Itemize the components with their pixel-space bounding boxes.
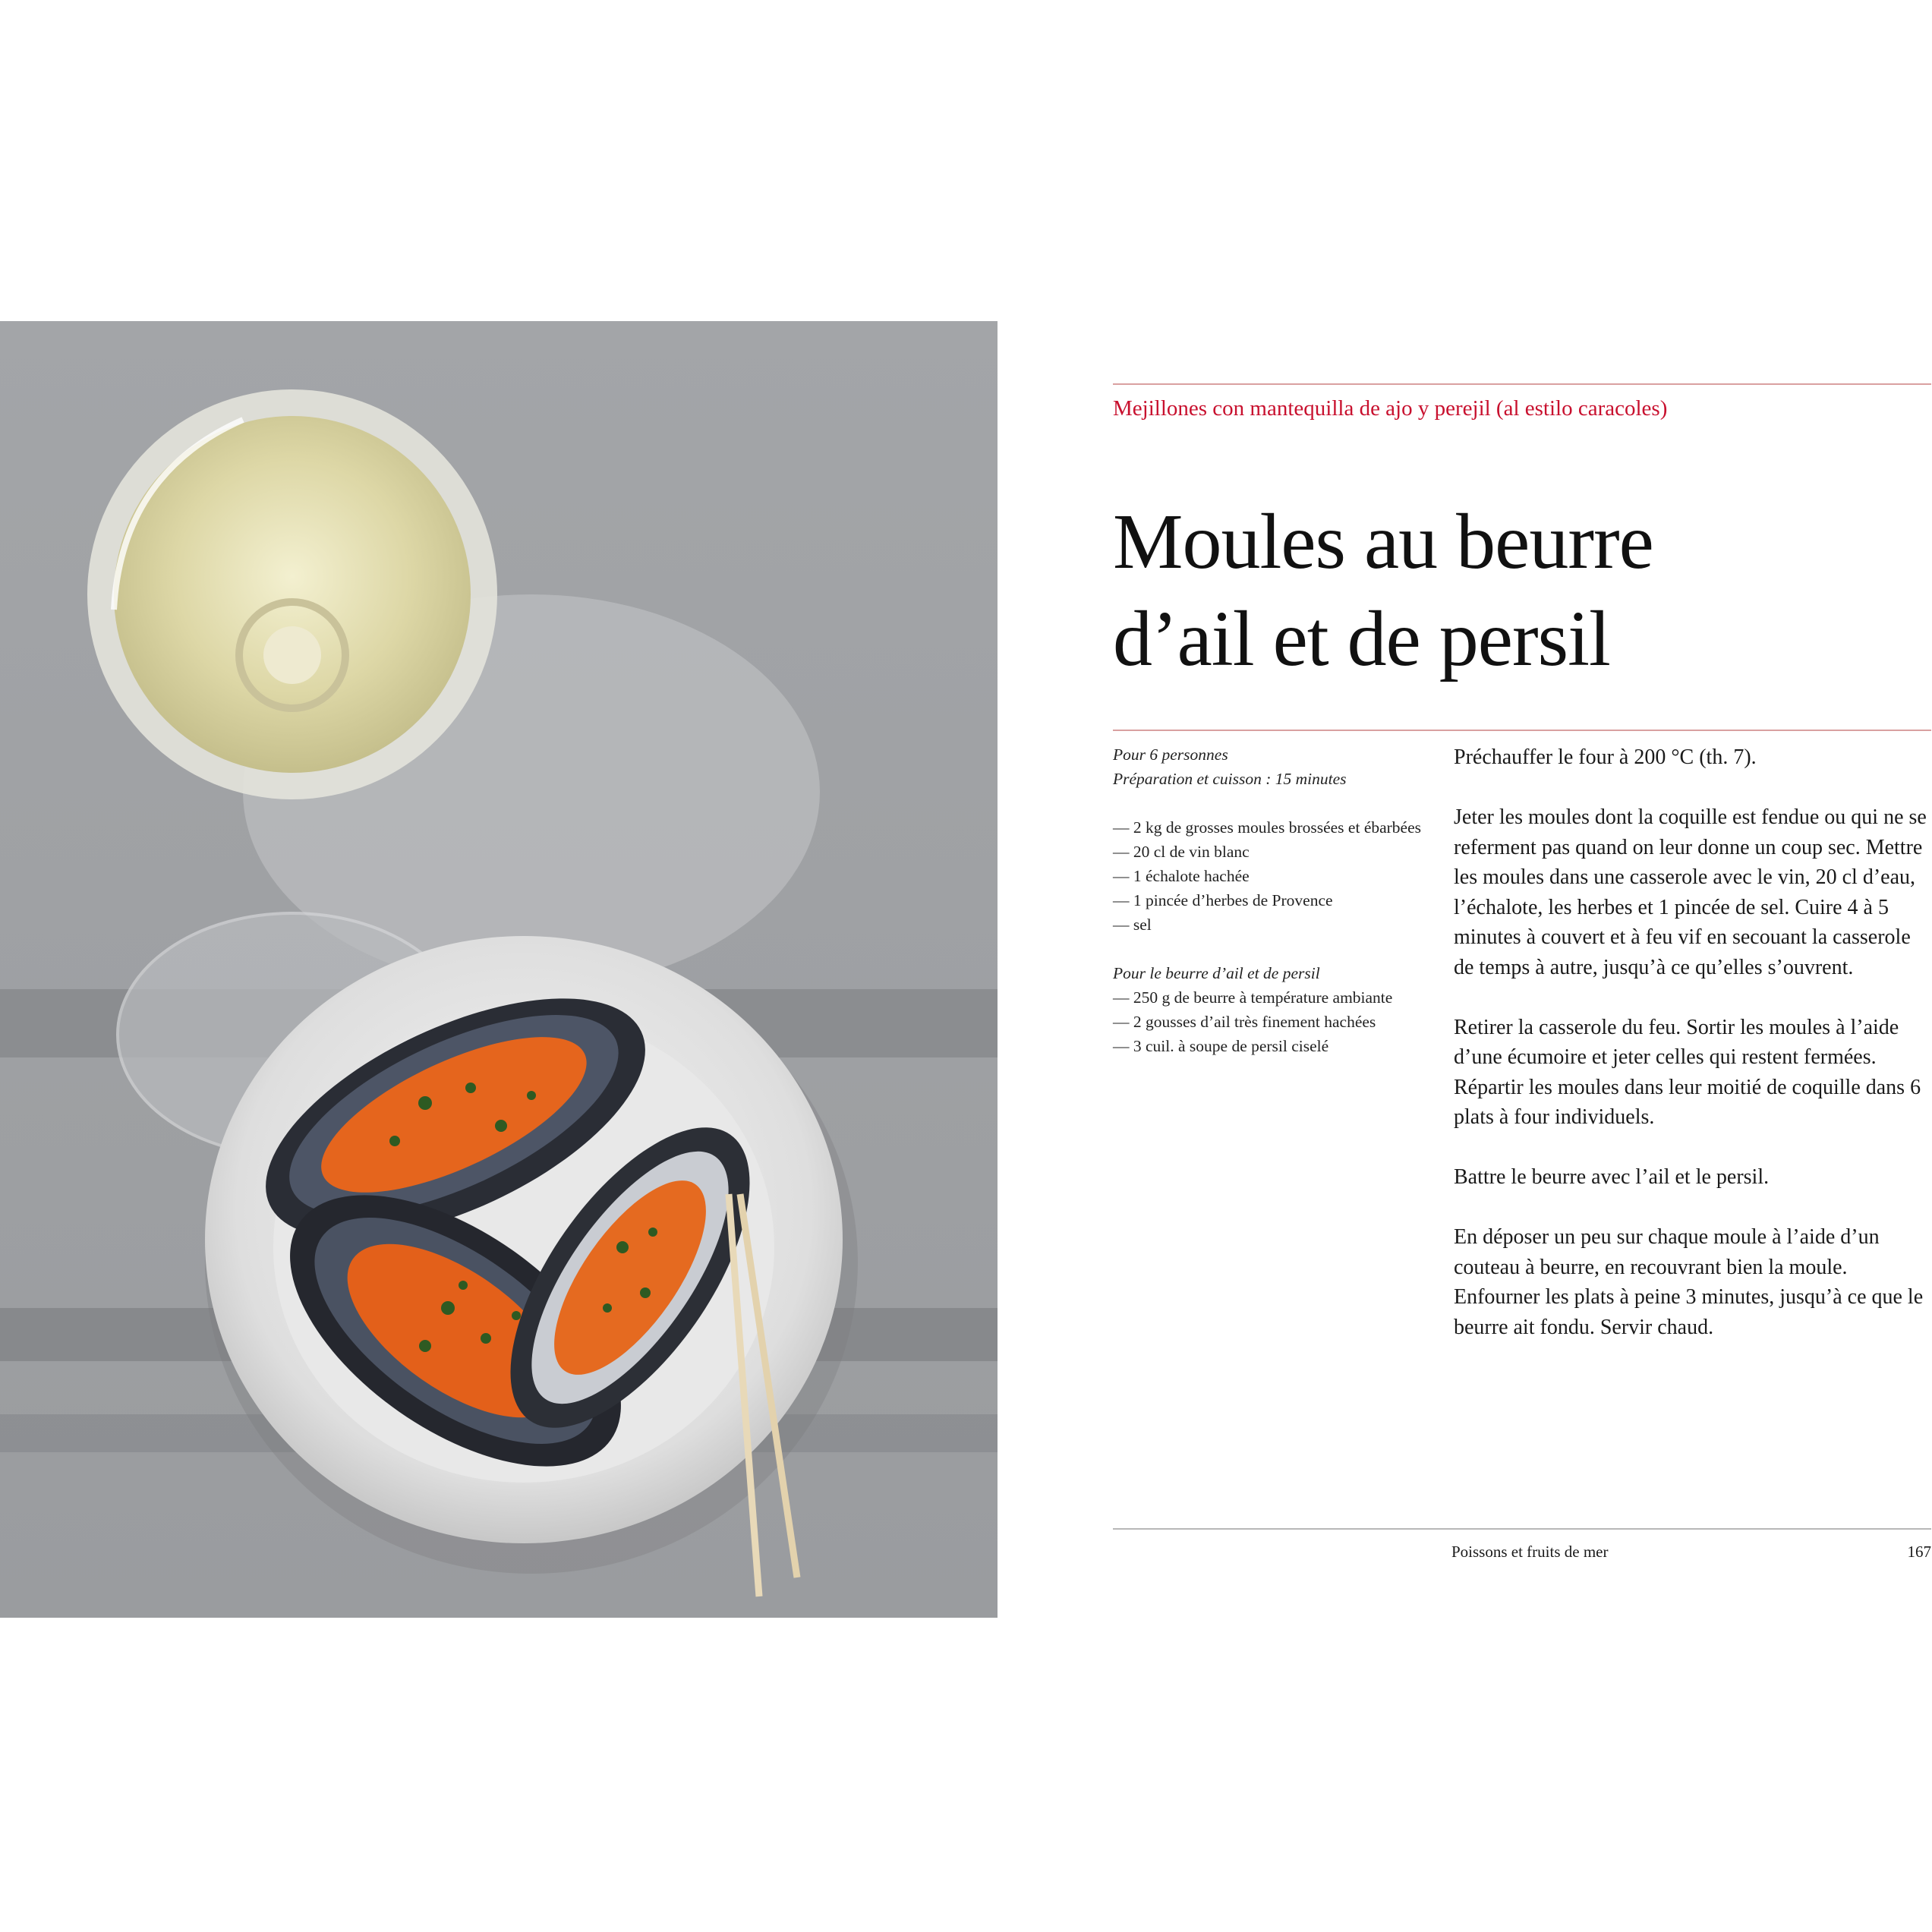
recipe-title-line1: Moules au beurre [1113,498,1653,585]
butter-heading: Pour le beurre d’ail et de persil [1113,964,1320,982]
butter-ingredient-item: — 250 g de beurre à température ambiante [1113,988,1393,1007]
instructions-column [1454,742,1932,1373]
instruction-step: Jeter les moules dont la coquille est fendue ou qui ne se referment pas quand on leur donne un coup sec. Mettre les moules dans une casserole avec le vin, 20 cl d’eau, l’échalote, les herbes et 1 pincée de sel. Cuire 4 à 5 minutes à couvert et à feu vif en secouant la casserole de temps à autre, jusqu’à ce qu’elles s’ouvrent. [1454,805,1927,979]
instruction-step: En déposer un peu sur chaque moule à l’aide d’un couteau à beurre, en recouvrant bien la moule. Enfourner les plats à peine 3 minutes, jusqu’à ce que le beurre ait fondu. Servir chaud. [1454,1225,1924,1339]
recipe-title-line2: d’ail et de persil [1113,595,1610,682]
top-rule [1113,383,1931,385]
prep-time: Préparation et cuisson : 15 minutes [1113,770,1347,788]
butter-ingredient-item: — 2 gousses d’ail très finement hachées [1113,1013,1376,1031]
servings: Pour 6 personnes [1113,745,1228,764]
instruction-step: Préchauffer le four à 200 °C (th. 7). [1454,745,1757,769]
ingredient-item: — 20 cl de vin blanc [1113,843,1250,861]
ingredients-column [1113,742,1447,1058]
ingredient-item: — 1 pincée d’herbes de Provence [1113,891,1333,909]
page-footer [1113,1543,1931,1573]
instruction-step: Battre le beurre avec l’ail et le persil. [1454,1165,1770,1189]
recipe-title [1113,493,1931,688]
instruction-step: Retirer la casserole du feu. Sortir les moules à l’aide d’une écumoire et jeter celles qui restent fermées. Répartir les moules dans leur moitié de coquille dans 6 plats à four individuels. [1454,1015,1921,1129]
ingredient-item: — sel [1113,916,1152,934]
section-name: Poissons et fruits de mer [1451,1543,1609,1561]
ingredient-item: — 1 échalote hachée [1113,867,1250,885]
recipe-subtitle: Mejillones con mantequilla de ajo y perejil (al estilo caracoles) [1113,396,1668,421]
mussels-wine-illustration [0,321,998,1618]
butter-ingredient-item: — 3 cuil. à soupe de persil ciselé [1113,1037,1329,1055]
recipe-photo [0,321,998,1618]
page-number: 167 [1907,1543,1931,1561]
ingredient-item: — 2 kg de grosses moules brossées et ébarbées [1113,818,1422,837]
footer-rule [1113,1528,1931,1530]
middle-rule [1113,730,1931,731]
